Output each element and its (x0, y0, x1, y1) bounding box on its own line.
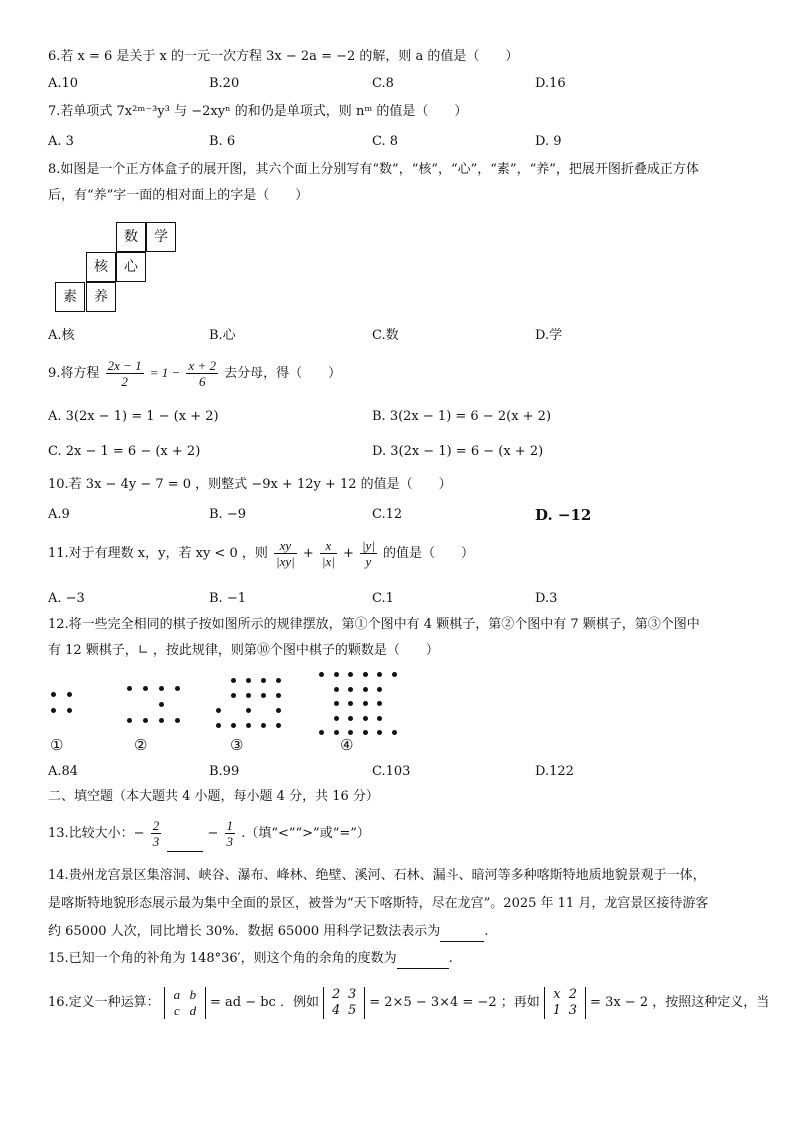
chess-piece (377, 672, 382, 677)
question-12-options (48, 762, 748, 782)
option-b[interactable]: B. 6 (209, 134, 236, 149)
q11-f1-numerator: xy (274, 538, 297, 554)
q9-lhs-denominator: 2 (121, 374, 128, 389)
chess-piece (334, 730, 339, 735)
q11-f2-denominator: |x| (321, 554, 335, 569)
option-a[interactable]: A. 3(2x − 1) = 1 − (x + 2) (48, 409, 219, 424)
chess-piece (319, 672, 324, 677)
option-c[interactable]: C. 8 (372, 134, 399, 149)
option-d[interactable]: D. 9 (535, 134, 562, 149)
q9-lhs-fraction (106, 358, 144, 389)
q9-rhs-fraction (186, 358, 218, 389)
chess-piece (377, 687, 382, 692)
question-14-line3 (48, 922, 488, 942)
option-c[interactable]: C.1 (372, 591, 394, 606)
option-a[interactable]: A.9 (48, 507, 70, 522)
chess-piece (216, 708, 221, 713)
chess-piece (348, 716, 353, 721)
chess-piece (363, 687, 368, 692)
option-c[interactable]: C.数 (372, 328, 399, 343)
option-b[interactable]: B.心 (209, 328, 236, 343)
q9-lhs-numerator: 2x − 1 (107, 358, 142, 373)
chess-piece (261, 723, 266, 728)
cube-face-yang: 养 (86, 282, 116, 312)
q9-prefix: 9.将方程 (48, 366, 100, 381)
chess-piece (246, 723, 251, 728)
option-b[interactable]: B.20 (209, 76, 240, 91)
cube-face-xue: 学 (146, 222, 176, 252)
q13-b-numerator: 1 (226, 818, 234, 833)
q16-ex2-rhs: = 3x − 2 ，按照这种定义，当 (590, 995, 770, 1010)
q11-fraction-1 (274, 538, 297, 569)
chess-piece (377, 716, 382, 721)
det-cell: 2 (331, 986, 341, 1002)
option-a[interactable]: A.84 (48, 764, 79, 779)
option-c[interactable]: C. 2x − 1 = 6 − (x + 2) (48, 444, 201, 459)
chess-piece (51, 708, 56, 713)
q13-prefix: 13.比较大小：− (48, 826, 145, 841)
chess-piece (261, 693, 266, 698)
chess-piece (67, 708, 72, 713)
q9-rhs-denominator: 6 (198, 374, 206, 389)
figure-label-2: ② (134, 736, 148, 754)
chess-piece (127, 718, 132, 723)
q11-plus-2: + (342, 546, 354, 561)
chess-piece (334, 701, 339, 706)
chess-piece (377, 701, 382, 706)
question-7-stem: 7.若单项式 7x²ᵐ⁻³y³ 与 −2xyⁿ 的和仍是单项式，则 nᵐ 的值是（ ） (48, 104, 468, 119)
q13-suffix: .（填“<”“>”或“=”） (241, 826, 370, 841)
q16-ex1-rhs: = 2×5 − 3×4 = −2 ；再如 (369, 995, 540, 1010)
det-cell: 1 (552, 1002, 562, 1018)
chess-piece (231, 723, 236, 728)
option-d[interactable]: D.16 (535, 76, 566, 91)
chess-piece (334, 672, 339, 677)
cube-face-xin: 心 (116, 252, 146, 282)
det-cell: 4 (331, 1002, 341, 1018)
chess-piece (216, 723, 221, 728)
q13-fraction-b (225, 818, 236, 849)
chess-piece (334, 687, 339, 692)
question-13-stem (48, 816, 370, 852)
question-8-stem-line2: 后，有“养”字一面的相对面上的字是（ ） (48, 188, 309, 203)
option-b[interactable]: B. 3(2x − 1) = 6 − 2(x + 2) (372, 409, 552, 424)
q11-f3-numerator: |y| (361, 538, 375, 553)
option-b[interactable]: B. −9 (209, 507, 246, 522)
question-8-stem-line1: 8.如图是一个正方体盒子的展开图，其六个面上分别写有“数”，“核”，“心”，“素”，“养”，把展开图折叠成正方体 (48, 162, 699, 177)
option-c[interactable]: C.12 (372, 507, 403, 522)
figure-label-4: ④ (340, 736, 354, 754)
q11-plus-1: + (302, 546, 314, 561)
question-7-options (48, 132, 748, 152)
chess-piece (319, 730, 324, 735)
q13-a-numerator: 2 (152, 818, 160, 833)
chess-piece (175, 686, 180, 691)
option-a[interactable]: A.核 (48, 328, 75, 343)
question-11-options (48, 589, 748, 609)
chess-piece (348, 730, 353, 735)
chess-piece (276, 708, 281, 713)
det-cell: b (189, 986, 197, 1002)
q11-f2-numerator: x (320, 538, 337, 554)
q13-answer-blank[interactable] (167, 851, 203, 852)
q11-f1-denominator: |xy| (276, 554, 295, 569)
q13-minus: − (207, 826, 219, 841)
q13-a-denominator: 3 (152, 834, 160, 849)
q16-def-rhs: = ad − bc ．例如 (209, 995, 319, 1010)
question-14-line1: 14.贵州龙宫景区集溶洞、峡谷、瀑布、峰林、绝壁、溪河、石林、漏斗、暗河等多种喀斯特地质地貌景观于一体， (48, 868, 706, 883)
chess-piece (127, 686, 132, 691)
figure-label-3: ③ (230, 736, 244, 754)
chess-piece (348, 672, 353, 677)
question-12-stem-line1: 12.将一些完全相同的棋子按如图所示的规律摆放，第①个图中有 4 颗棋子，第②个图中有 7 颗棋子，第③个图中 (48, 617, 700, 632)
chess-piece (159, 718, 164, 723)
q11-suffix: 的值是（ ） (383, 546, 475, 561)
q13-b-denominator: 3 (226, 834, 234, 849)
q14-line3-text: 约 65000 人次，同比增长 30%．数据 65000 用科学记数法表示为 (48, 924, 441, 939)
chess-piece (348, 701, 353, 706)
q11-prefix: 11.对于有理数 x，y，若 xy < 0 ，则 (48, 546, 268, 561)
det-cell: x (553, 986, 561, 1002)
chess-piece (392, 730, 397, 735)
q15-answer-blank[interactable] (397, 954, 449, 969)
chess-piece (246, 693, 251, 698)
chess-piece (159, 686, 164, 691)
question-6-stem: 6.若 x = 6 是关于 x 的一元一次方程 3x − 2a = −2 的解，则 a 的值是（ ） (48, 49, 519, 64)
section-2-heading: 二、填空题（本大题共 4 小题，每小题 4 分，共 16 分） (48, 789, 379, 804)
chess-piece (246, 708, 251, 713)
q11-fraction-2 (320, 538, 337, 569)
question-11-stem (48, 535, 474, 573)
question-8-options (48, 326, 748, 346)
option-d[interactable]: D. −12 (535, 506, 592, 524)
chess-piece (231, 678, 236, 683)
option-d[interactable]: D.学 (535, 328, 563, 343)
det-cell: 2 (568, 986, 578, 1002)
q13-fraction-a (151, 818, 162, 849)
option-d[interactable]: D.122 (535, 764, 574, 779)
q14-answer-blank[interactable] (440, 927, 484, 942)
question-12-stem-line2: 有 12 颗棋子，∟ ，按此规律，则第⑩个图中棋子的颗数是（ ） (48, 643, 439, 658)
chess-piece (377, 730, 382, 735)
chess-piece (276, 693, 281, 698)
q9-suffix: 去分母，得（ ） (224, 366, 342, 381)
chess-piece (231, 693, 236, 698)
det-cell: c (173, 1002, 180, 1018)
q9-mid: = 1 − (149, 365, 181, 380)
q16-prefix: 16.定义一种运算： (48, 995, 160, 1010)
chess-piece (334, 716, 339, 721)
option-a[interactable]: A. −3 (48, 591, 85, 606)
det-cell: 3 (347, 986, 357, 1002)
cube-face-he: 核 (86, 252, 116, 282)
chess-piece (348, 687, 353, 692)
chess-piece (363, 730, 368, 735)
det-cell: 3 (568, 1002, 578, 1018)
chess-piece (392, 672, 397, 677)
chess-piece (67, 692, 72, 697)
option-a[interactable]: A.10 (48, 76, 79, 91)
q14-line3-end: . (484, 924, 489, 939)
q9-rhs-numerator: x + 2 (188, 358, 216, 373)
q11-fraction-3 (360, 538, 377, 569)
chess-piece (159, 702, 164, 707)
chess-piece (246, 678, 251, 683)
chess-piece (276, 723, 281, 728)
option-b[interactable]: B. −1 (209, 591, 246, 606)
question-10-options (48, 505, 748, 525)
det-cell: a (173, 986, 181, 1002)
determinant-definition (164, 987, 206, 1019)
cube-face-shu: 数 (116, 222, 146, 252)
question-9-stem (48, 356, 341, 391)
chess-piece (276, 678, 281, 683)
q15-text: 15.已知一个角的补角为 148°36′，则这个角的余角的度数为 (48, 951, 397, 966)
q11-f3-denominator: y (365, 554, 372, 569)
figure-label-1: ① (50, 736, 64, 754)
determinant-example-2 (544, 987, 586, 1019)
chess-piece (261, 678, 266, 683)
option-b[interactable]: B.99 (209, 764, 240, 779)
chess-piece (143, 686, 148, 691)
chess-piece (363, 672, 368, 677)
question-10-stem: 10.若 3x − 4y − 7 = 0 ，则整式 −9x + 12y + 12 的值是（ ） (48, 477, 452, 492)
chess-piece (175, 718, 180, 723)
q15-end: . (448, 951, 453, 966)
option-c[interactable]: C.103 (372, 764, 411, 779)
chess-piece (143, 718, 148, 723)
option-d[interactable]: D.3 (535, 591, 558, 606)
det-cell: 5 (347, 1002, 357, 1018)
option-d[interactable]: D. 3(2x − 1) = 6 − (x + 2) (372, 444, 544, 459)
question-14-line2: 是喀斯特地貌形态展示最为集中全面的景区，被誉为“天下喀斯特，尽在龙宫”。2025 年 11 月，龙宫景区接待游客 (48, 896, 709, 911)
cube-face-su: 素 (55, 282, 85, 312)
chess-piece (51, 692, 56, 697)
determinant-example-1 (323, 987, 365, 1019)
question-6-options (48, 74, 748, 94)
det-cell: d (189, 1002, 197, 1018)
option-c[interactable]: C.8 (372, 76, 394, 91)
option-a[interactable]: A. 3 (48, 134, 74, 149)
question-15-stem (48, 949, 453, 969)
question-16-stem (48, 983, 769, 1023)
chess-piece (363, 716, 368, 721)
chess-piece (363, 701, 368, 706)
